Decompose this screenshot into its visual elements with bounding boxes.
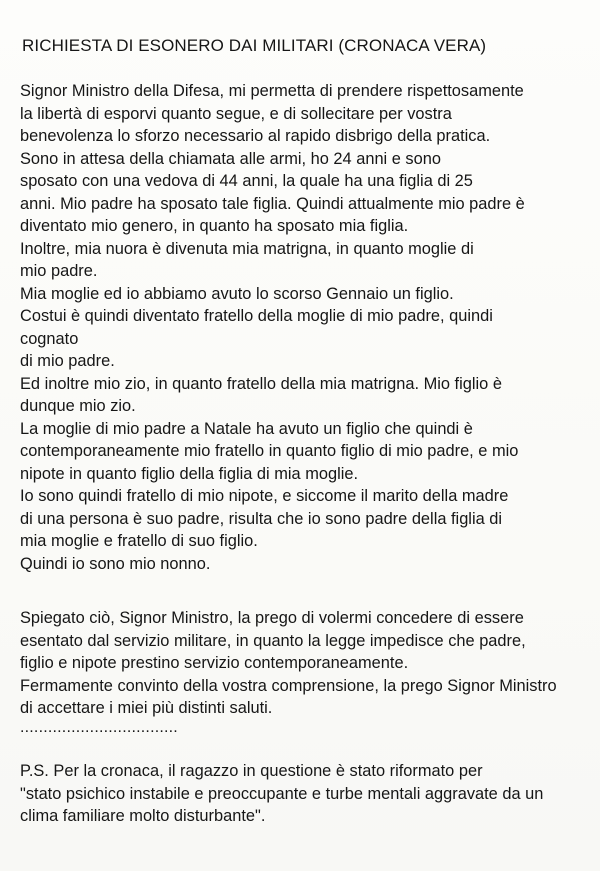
body-line: La moglie di mio padre a Natale ha avuto un figlio che quindi è [20, 419, 473, 438]
body-line: mia moglie e fratello di suo figlio. [20, 532, 258, 550]
body-line: di una persona è suo padre, risulta che io sono padre della figlia di [20, 509, 503, 528]
body-line: Inoltre, mia nuora è divenuta mia matrigna, in quanto moglie di [20, 239, 474, 258]
body-line: Mia moglie ed io abbiamo avuto lo scorso Gennaio un figlio. [20, 284, 454, 303]
request-line: Spiegato ciò, Signor Ministro, la prego di volermi concedere di essere [20, 609, 524, 627]
body-line: Sono in attesa della chiamata alle armi, ho 24 anni e sono [20, 149, 441, 168]
body-line: mio padre. [20, 262, 98, 280]
request-line: figlio e nipote prestino servizio contemporaneamente. [20, 654, 409, 672]
postscript-line: clima familiare molto disturbante". [20, 807, 266, 825]
signature-dotted-line: .................................. [20, 719, 178, 736]
body-line: Costui è quindi diventato fratello della moglie di mio padre, quindi [20, 307, 493, 325]
body-line: Io sono quindi fratello di mio nipote, e siccome il marito della madre [20, 487, 509, 505]
body-line: anni. Mio padre ha sposato tale figlia. Quindi attualmente mio padre è [20, 194, 525, 213]
body-line: di mio padre. [20, 352, 115, 370]
request-line: di accettare i miei più distinti saluti. [20, 699, 273, 717]
postscript [20, 760, 590, 828]
body-line: Ed inoltre mio zio, in quanto fratello della mia matrigna. Mio figlio è [20, 374, 502, 393]
request-line: Fermamente convinto della vostra comprensione, la prego Signor Ministro [20, 676, 557, 695]
body-line: nipote in quanto figlio della figlia di mia moglie. [20, 464, 359, 483]
body-line: cognato [20, 329, 79, 348]
body-line: Signor Ministro della Difesa, mi permetta di prendere rispettosamente [20, 82, 524, 100]
body-line: diventato mio genero, in quanto ha sposato mia figlia. [20, 217, 409, 235]
body-line: Quindi io sono mio nonno. [20, 554, 211, 573]
postscript-line: "stato psichico instabile e preoccupante e turbe mentali aggravate da un [20, 784, 544, 803]
postscript-line: P.S. Per la cronaca, il ragazzo in questione è stato riformato per [20, 762, 483, 780]
request-line: esentato dal servizio militare, in quanto la legge impedisce che padre, [20, 631, 526, 650]
body-line: benevolenza lo sforzo necessario al rapido disbrigo della pratica. [20, 127, 491, 145]
body-line: dunque mio zio. [20, 397, 136, 415]
body-line: la libertà di esporvi quanto segue, e di sollecitare per vostra [20, 104, 452, 123]
body-line: sposato con una vedova di 44 anni, la quale ha una figlia di 25 [20, 172, 473, 190]
body-line: contemporaneamente mio fratello in quanto figlio di mio padre, e mio [20, 442, 519, 460]
document-title: RICHIESTA DI ESONERO DAI MILITARI (CRONACA VERA) [22, 36, 487, 55]
request-paragraph [20, 607, 590, 720]
letter-body [20, 80, 590, 575]
